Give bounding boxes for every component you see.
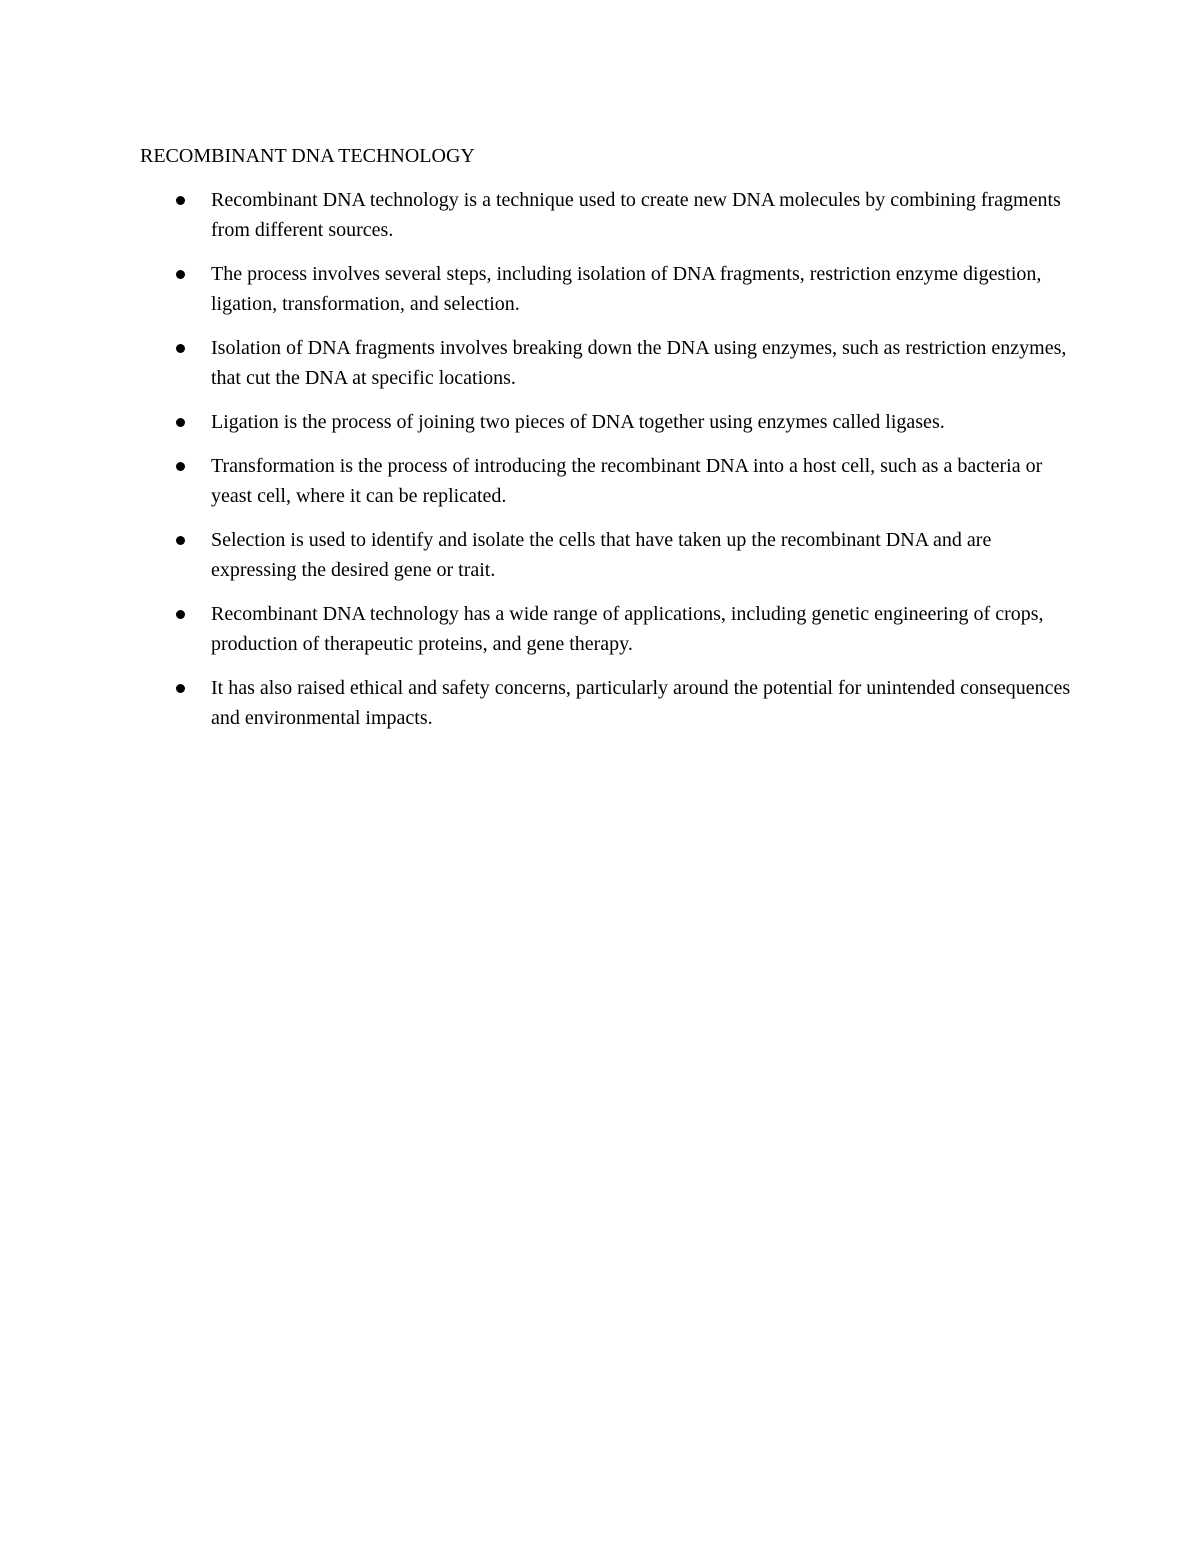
bullet-icon [176,536,185,545]
document-title: RECOMBINANT DNA TECHNOLOGY [140,145,475,167]
bullet-text: The process involves several steps, including isolation of DNA fragments, restriction enzyme digestion, ligation, transformation, and selection. [211,263,1042,315]
bullet-text: Ligation is the process of joining two pieces of DNA together using enzymes called ligases. [211,411,945,433]
bullet-text: Transformation is the process of introducing the recombinant DNA into a host cell, such as a bacteria or yeast cell, where it can be replicated. [211,455,1043,507]
list-item [140,599,1080,659]
bullet-icon [176,684,185,693]
list-item [140,185,1080,245]
bullet-text: It has also raised ethical and safety concerns, particularly around the potential for unintended consequences and environmental impacts. [211,677,1071,729]
bullet-icon [176,462,185,471]
list-item [140,673,1080,733]
bullet-icon [176,270,185,279]
bullet-icon [176,344,185,353]
list-item [140,259,1080,319]
bullet-text: Recombinant DNA technology is a technique used to create new DNA molecules by combining fragments from different sources. [211,189,1061,241]
bullet-text: Selection is used to identify and isolate the cells that have taken up the recombinant DNA and are expressing the desired gene or trait. [211,529,992,581]
bullet-text: Isolation of DNA fragments involves breaking down the DNA using enzymes, such as restriction enzymes, that cut the DNA at specific locations. [211,337,1067,389]
list-item [140,407,1080,437]
list-item [140,525,1080,585]
bullet-text: Recombinant DNA technology has a wide range of applications, including genetic engineering of crops, production of therapeutic proteins, and gene therapy. [211,603,1044,655]
list-item [140,333,1080,393]
bullet-list [140,185,1080,747]
bullet-icon [176,418,185,427]
bullet-icon [176,610,185,619]
bullet-icon [176,196,185,205]
list-item [140,451,1080,511]
